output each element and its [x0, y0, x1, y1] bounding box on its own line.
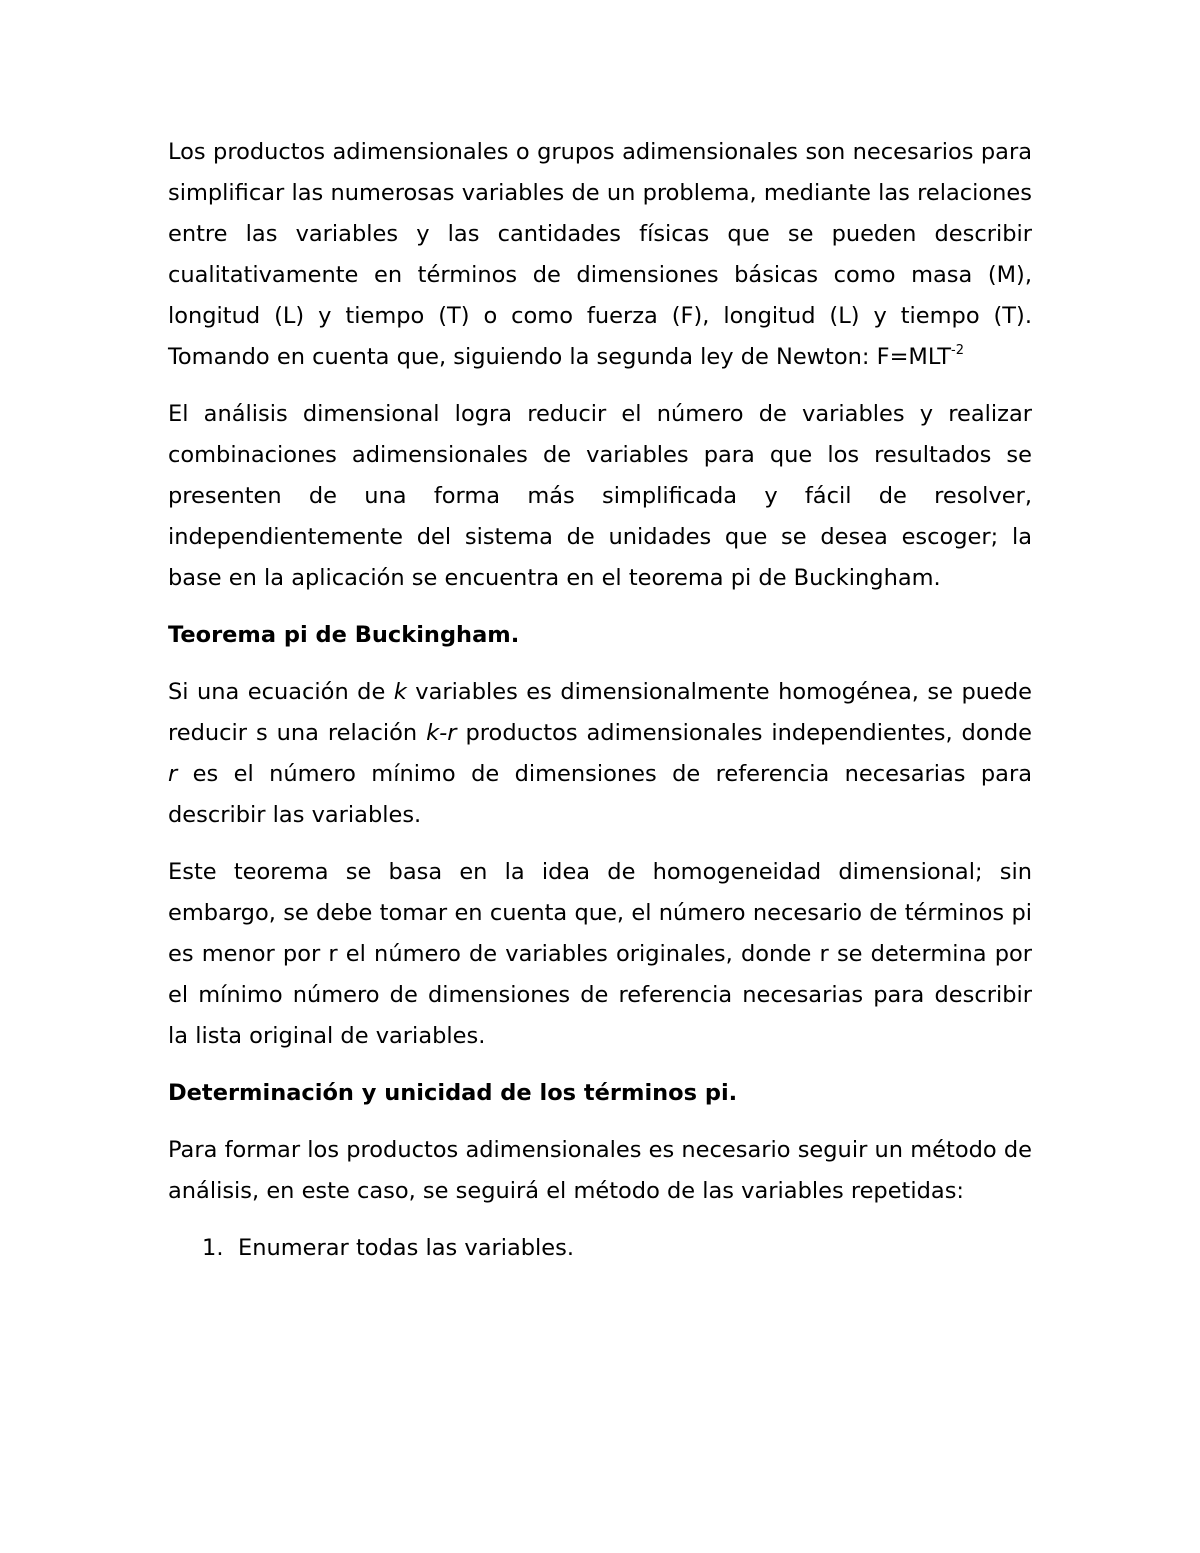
theorem-text-part-1: Si una ecuación de — [168, 679, 394, 705]
theorem-variable-r: r — [168, 761, 178, 787]
theorem-text-part-2: variables es dimensionalmente homogénea, se puede reducir s una relación — [168, 679, 1032, 746]
numbered-list — [168, 1228, 1032, 1269]
newton-exponent: -2 — [951, 343, 964, 358]
list-item — [168, 1228, 1032, 1269]
theorem-text-part-3: productos adimensionales independientes, donde — [456, 720, 1032, 746]
paragraph-homogeneity — [168, 852, 1032, 1057]
list-item-number: 1. — [202, 1235, 224, 1261]
document-body — [168, 132, 1032, 1269]
paragraph-method — [168, 1130, 1032, 1212]
theorem-variable-k-r: k-r — [426, 720, 457, 746]
heading-determination: Determinación y unicidad de los términos pi. — [168, 1080, 738, 1106]
paragraph-method-text: Para formar los productos adimensionales es necesario seguir un método de análisis, en este caso, se seguirá el método de las variables repetidas: — [168, 1137, 1032, 1204]
heading-buckingham: Teorema pi de Buckingham. — [168, 622, 520, 648]
paragraph-intro — [168, 132, 1032, 378]
paragraph-theorem-statement — [168, 672, 1032, 836]
theorem-text-part-4: es el número mínimo de dimensiones de referencia necesarias para describir las variables. — [168, 761, 1032, 828]
paragraph-intro-text: Los productos adimensionales o grupos adimensionales son necesarios para simplificar las numerosas variables de un problema, mediante las relaciones entre las variables y las cantidades físicas que se pueden describir cualitativamente en términos de dimensiones básicas como masa (M), longitud (L) y tiempo (T) o como fuerza (F), longitud (L) y tiempo (T). Tomando en cuenta que, siguiendo la segunda ley de Newton: F=MLT — [168, 139, 1032, 370]
paragraph-dimensional-analysis-text: El análisis dimensional logra reducir el número de variables y realizar combinaciones adimensionales de variables para que los resultados se presenten de una forma más simplificada y fácil de resolver, independientemente del sistema de unidades que se desea escoger; la base en la aplicación se encuentra en el teorema pi de Buckingham. — [168, 401, 1032, 591]
theorem-variable-k: k — [393, 679, 407, 705]
paragraph-homogeneity-text: Este teorema se basa en la idea de homogeneidad dimensional; sin embargo, se debe tomar en cuenta que, el número necesario de términos pi es menor por r el número de variables originales, donde r se determina por el mínimo número de dimensiones de referencia necesarias para describir la lista original de variables. — [168, 859, 1032, 1049]
list-item-text: Enumerar todas las variables. — [238, 1235, 575, 1261]
paragraph-dimensional-analysis — [168, 394, 1032, 599]
